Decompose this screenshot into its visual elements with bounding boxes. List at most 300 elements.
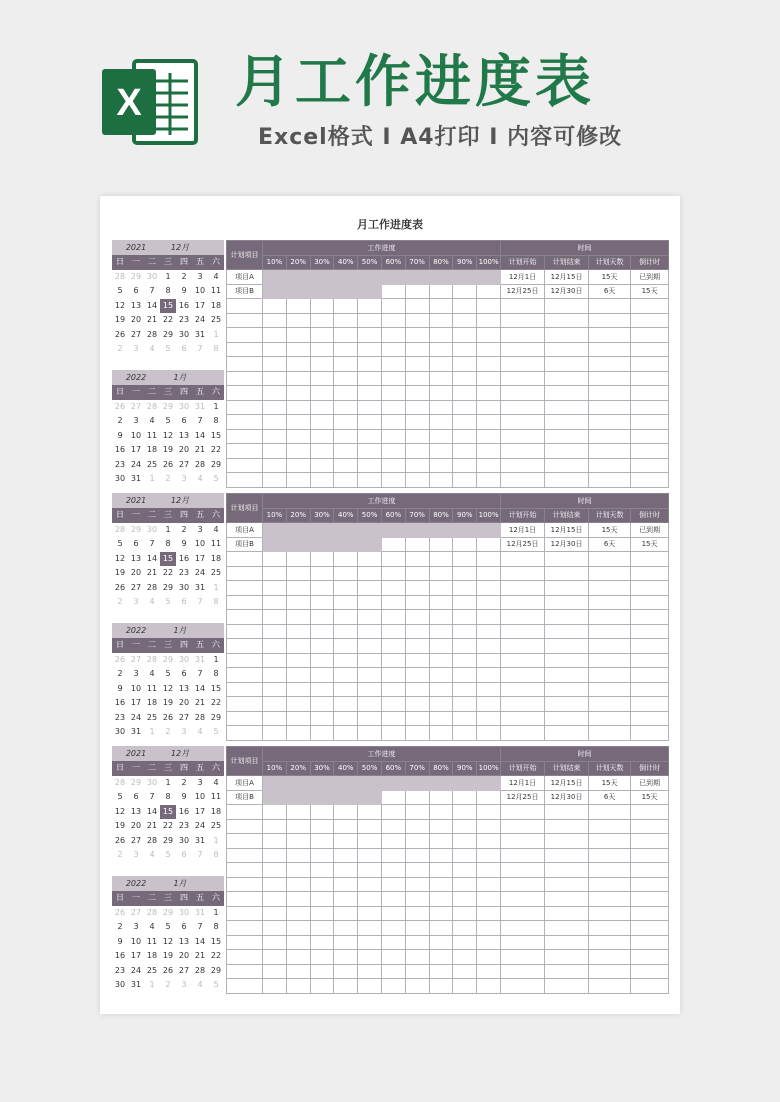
- calendar-day[interactable]: 5: [213, 474, 219, 483]
- calendar-day[interactable]: 30: [114, 474, 126, 483]
- empty-cell[interactable]: [358, 566, 382, 581]
- empty-cell[interactable]: [263, 892, 287, 907]
- empty-cell[interactable]: [477, 595, 501, 610]
- empty-cell[interactable]: [589, 697, 631, 712]
- calendar-day[interactable]: 4: [213, 271, 219, 281]
- empty-cell[interactable]: [334, 415, 358, 430]
- project-days[interactable]: 6天: [589, 284, 631, 299]
- empty-cell[interactable]: [405, 863, 429, 878]
- empty-cell[interactable]: [286, 668, 310, 683]
- empty-cell[interactable]: [358, 400, 382, 415]
- calendar-day[interactable]: 26: [114, 401, 126, 411]
- empty-cell[interactable]: [477, 313, 501, 328]
- empty-cell[interactable]: [263, 697, 287, 712]
- calendar-day[interactable]: 25: [210, 315, 222, 324]
- project-countdown[interactable]: 15天: [631, 537, 669, 552]
- calendar-day[interactable]: 3: [133, 597, 139, 606]
- empty-cell[interactable]: [631, 653, 669, 668]
- empty-cell[interactable]: [589, 805, 631, 820]
- empty-cell[interactable]: [310, 400, 334, 415]
- empty-cell[interactable]: [631, 610, 669, 625]
- calendar-day[interactable]: 23: [178, 821, 190, 830]
- empty-cell[interactable]: [501, 834, 545, 849]
- empty-cell[interactable]: [589, 979, 631, 994]
- calendar-day[interactable]: 9: [117, 430, 123, 440]
- empty-cell[interactable]: [545, 653, 589, 668]
- calendar-day[interactable]: 12: [162, 683, 174, 693]
- empty-cell[interactable]: [477, 566, 501, 581]
- calendar-day[interactable]: 30: [146, 524, 158, 534]
- calendar-day[interactable]: 13: [178, 683, 190, 693]
- empty-cell[interactable]: [381, 726, 405, 741]
- calendar-day[interactable]: 16: [178, 806, 190, 816]
- empty-cell[interactable]: [227, 458, 263, 473]
- progress-cell[interactable]: [334, 270, 358, 285]
- empty-cell[interactable]: [334, 921, 358, 936]
- empty-cell[interactable]: [477, 935, 501, 950]
- empty-cell[interactable]: [501, 682, 545, 697]
- empty-cell[interactable]: [429, 697, 453, 712]
- empty-cell[interactable]: [589, 610, 631, 625]
- empty-cell[interactable]: [286, 357, 310, 372]
- empty-cell[interactable]: [429, 371, 453, 386]
- calendar-day[interactable]: 3: [197, 777, 203, 787]
- progress-cell[interactable]: [358, 790, 382, 805]
- project-start[interactable]: 12月1日: [501, 270, 545, 285]
- empty-cell[interactable]: [263, 610, 287, 625]
- calendar-day[interactable]: 19: [162, 445, 174, 454]
- calendar-day[interactable]: 27: [130, 654, 142, 664]
- calendar-day[interactable]: 11: [210, 286, 222, 295]
- empty-cell[interactable]: [477, 668, 501, 683]
- calendar-day[interactable]: 26: [114, 907, 126, 917]
- empty-cell[interactable]: [310, 328, 334, 343]
- calendar-day[interactable]: 25: [210, 568, 222, 577]
- progress-cell[interactable]: [334, 537, 358, 552]
- progress-cell[interactable]: [358, 270, 382, 285]
- empty-cell[interactable]: [453, 371, 477, 386]
- calendar-day[interactable]: 24: [194, 568, 206, 577]
- empty-cell[interactable]: [453, 458, 477, 473]
- empty-cell[interactable]: [429, 342, 453, 357]
- calendar-day[interactable]: 22: [210, 698, 222, 707]
- empty-cell[interactable]: [589, 552, 631, 567]
- calendar-day[interactable]: 1: [165, 271, 171, 281]
- calendar-day[interactable]: 29: [162, 654, 174, 664]
- empty-cell[interactable]: [545, 552, 589, 567]
- calendar-day[interactable]: 17: [130, 951, 142, 960]
- empty-cell[interactable]: [477, 328, 501, 343]
- calendar-day[interactable]: 4: [149, 344, 155, 353]
- empty-cell[interactable]: [453, 726, 477, 741]
- calendar-day[interactable]: 3: [133, 344, 139, 353]
- empty-cell[interactable]: [545, 950, 589, 965]
- empty-cell[interactable]: [545, 964, 589, 979]
- empty-cell[interactable]: [227, 386, 263, 401]
- empty-cell[interactable]: [358, 357, 382, 372]
- progress-cell[interactable]: [405, 790, 429, 805]
- calendar-day[interactable]: 20: [130, 821, 142, 830]
- empty-cell[interactable]: [477, 357, 501, 372]
- empty-cell[interactable]: [405, 357, 429, 372]
- calendar-day[interactable]: 8: [165, 792, 171, 801]
- calendar-day[interactable]: 1: [165, 524, 171, 534]
- empty-cell[interactable]: [501, 863, 545, 878]
- calendar-day[interactable]: 28: [114, 524, 126, 534]
- empty-cell[interactable]: [227, 313, 263, 328]
- progress-cell[interactable]: [334, 284, 358, 299]
- empty-cell[interactable]: [405, 906, 429, 921]
- empty-cell[interactable]: [358, 892, 382, 907]
- calendar-day[interactable]: 24: [194, 315, 206, 324]
- empty-cell[interactable]: [334, 342, 358, 357]
- empty-cell[interactable]: [631, 400, 669, 415]
- empty-cell[interactable]: [405, 848, 429, 863]
- empty-cell[interactable]: [334, 877, 358, 892]
- empty-cell[interactable]: [631, 595, 669, 610]
- empty-cell[interactable]: [381, 935, 405, 950]
- progress-cell[interactable]: [286, 523, 310, 538]
- empty-cell[interactable]: [381, 566, 405, 581]
- empty-cell[interactable]: [631, 371, 669, 386]
- empty-cell[interactable]: [286, 950, 310, 965]
- empty-cell[interactable]: [477, 964, 501, 979]
- empty-cell[interactable]: [334, 357, 358, 372]
- calendar-day[interactable]: 28: [146, 401, 158, 411]
- calendar-day[interactable]: 6: [181, 850, 187, 859]
- calendar-day[interactable]: 2: [117, 344, 123, 353]
- empty-cell[interactable]: [263, 299, 287, 314]
- calendar-day[interactable]: 29: [162, 401, 174, 411]
- calendar-day[interactable]: 28: [146, 835, 158, 845]
- empty-cell[interactable]: [310, 429, 334, 444]
- empty-cell[interactable]: [477, 429, 501, 444]
- calendar-day[interactable]: 31: [130, 727, 142, 736]
- calendar-day[interactable]: 24: [130, 712, 142, 722]
- progress-cell[interactable]: [381, 776, 405, 791]
- empty-cell[interactable]: [310, 624, 334, 639]
- empty-cell[interactable]: [589, 371, 631, 386]
- empty-cell[interactable]: [477, 834, 501, 849]
- empty-cell[interactable]: [358, 906, 382, 921]
- empty-cell[interactable]: [545, 863, 589, 878]
- calendar-day[interactable]: 2: [181, 777, 187, 787]
- calendar-day[interactable]: 7: [197, 669, 203, 678]
- empty-cell[interactable]: [545, 848, 589, 863]
- calendar-day[interactable]: 6: [133, 539, 139, 548]
- empty-cell[interactable]: [227, 834, 263, 849]
- calendar-day[interactable]: 1: [213, 907, 219, 917]
- project-start[interactable]: 12月25日: [501, 790, 545, 805]
- progress-cell[interactable]: [358, 537, 382, 552]
- empty-cell[interactable]: [263, 357, 287, 372]
- calendar-day[interactable]: 28: [146, 654, 158, 664]
- empty-cell[interactable]: [227, 342, 263, 357]
- calendar-day[interactable]: 12: [114, 806, 126, 816]
- empty-cell[interactable]: [227, 950, 263, 965]
- empty-cell[interactable]: [310, 444, 334, 459]
- empty-cell[interactable]: [589, 429, 631, 444]
- empty-cell[interactable]: [631, 877, 669, 892]
- progress-cell[interactable]: [358, 523, 382, 538]
- empty-cell[interactable]: [334, 819, 358, 834]
- empty-cell[interactable]: [405, 415, 429, 430]
- empty-cell[interactable]: [453, 668, 477, 683]
- empty-cell[interactable]: [631, 668, 669, 683]
- empty-cell[interactable]: [358, 877, 382, 892]
- empty-cell[interactable]: [405, 400, 429, 415]
- calendar-day[interactable]: 26: [162, 712, 174, 722]
- empty-cell[interactable]: [227, 357, 263, 372]
- empty-cell[interactable]: [545, 581, 589, 596]
- calendar-day[interactable]: 1: [213, 401, 219, 411]
- project-name[interactable]: 项目B: [227, 790, 263, 805]
- calendar-day[interactable]: 1: [213, 582, 219, 592]
- calendar-day[interactable]: 2: [165, 474, 171, 483]
- empty-cell[interactable]: [429, 682, 453, 697]
- calendar-day[interactable]: 15: [160, 299, 176, 314]
- empty-cell[interactable]: [334, 610, 358, 625]
- empty-cell[interactable]: [429, 552, 453, 567]
- calendar-day[interactable]: 14: [146, 300, 158, 310]
- empty-cell[interactable]: [631, 848, 669, 863]
- empty-cell[interactable]: [405, 892, 429, 907]
- empty-cell[interactable]: [286, 624, 310, 639]
- progress-cell[interactable]: [429, 270, 453, 285]
- empty-cell[interactable]: [631, 357, 669, 372]
- progress-cell[interactable]: [263, 776, 287, 791]
- empty-cell[interactable]: [429, 964, 453, 979]
- empty-cell[interactable]: [227, 415, 263, 430]
- empty-cell[interactable]: [334, 834, 358, 849]
- empty-cell[interactable]: [631, 964, 669, 979]
- progress-cell[interactable]: [405, 523, 429, 538]
- empty-cell[interactable]: [405, 639, 429, 654]
- empty-cell[interactable]: [263, 624, 287, 639]
- empty-cell[interactable]: [453, 863, 477, 878]
- empty-cell[interactable]: [429, 668, 453, 683]
- empty-cell[interactable]: [227, 552, 263, 567]
- empty-cell[interactable]: [286, 429, 310, 444]
- calendar-day[interactable]: 6: [181, 669, 187, 678]
- calendar-day[interactable]: 24: [130, 459, 142, 469]
- empty-cell[interactable]: [381, 400, 405, 415]
- empty-cell[interactable]: [545, 639, 589, 654]
- calendar-day[interactable]: 14: [146, 553, 158, 563]
- empty-cell[interactable]: [358, 805, 382, 820]
- empty-cell[interactable]: [545, 805, 589, 820]
- empty-cell[interactable]: [545, 473, 589, 488]
- progress-cell[interactable]: [310, 284, 334, 299]
- empty-cell[interactable]: [334, 299, 358, 314]
- empty-cell[interactable]: [263, 805, 287, 820]
- empty-cell[interactable]: [227, 328, 263, 343]
- empty-cell[interactable]: [286, 935, 310, 950]
- empty-cell[interactable]: [631, 697, 669, 712]
- empty-cell[interactable]: [477, 444, 501, 459]
- empty-cell[interactable]: [589, 342, 631, 357]
- empty-cell[interactable]: [263, 313, 287, 328]
- empty-cell[interactable]: [227, 964, 263, 979]
- empty-cell[interactable]: [631, 581, 669, 596]
- empty-cell[interactable]: [405, 371, 429, 386]
- calendar-day[interactable]: 31: [194, 329, 206, 339]
- project-countdown[interactable]: 已到期: [631, 523, 669, 538]
- empty-cell[interactable]: [310, 313, 334, 328]
- empty-cell[interactable]: [589, 595, 631, 610]
- calendar-day[interactable]: 1: [213, 654, 219, 664]
- empty-cell[interactable]: [477, 624, 501, 639]
- calendar-day[interactable]: 14: [194, 683, 206, 693]
- project-end[interactable]: 12月15日: [545, 270, 589, 285]
- calendar-day[interactable]: 8: [165, 539, 171, 548]
- empty-cell[interactable]: [453, 473, 477, 488]
- project-start[interactable]: 12月1日: [501, 776, 545, 791]
- calendar-day[interactable]: 24: [130, 965, 142, 975]
- empty-cell[interactable]: [310, 371, 334, 386]
- calendar-day[interactable]: 19: [162, 698, 174, 707]
- empty-cell[interactable]: [501, 668, 545, 683]
- progress-cell[interactable]: [453, 776, 477, 791]
- calendar-day[interactable]: 30: [114, 727, 126, 736]
- empty-cell[interactable]: [545, 595, 589, 610]
- empty-cell[interactable]: [429, 921, 453, 936]
- progress-cell[interactable]: [286, 790, 310, 805]
- calendar-day[interactable]: 1: [165, 777, 171, 787]
- empty-cell[interactable]: [405, 386, 429, 401]
- empty-cell[interactable]: [381, 921, 405, 936]
- project-days[interactable]: 15天: [589, 776, 631, 791]
- empty-cell[interactable]: [263, 552, 287, 567]
- empty-cell[interactable]: [501, 357, 545, 372]
- empty-cell[interactable]: [501, 566, 545, 581]
- calendar-day[interactable]: 30: [178, 907, 190, 917]
- calendar-day[interactable]: 31: [194, 401, 206, 411]
- calendar-day[interactable]: 5: [213, 980, 219, 989]
- project-days[interactable]: 6天: [589, 790, 631, 805]
- empty-cell[interactable]: [501, 444, 545, 459]
- empty-cell[interactable]: [334, 848, 358, 863]
- calendar-day[interactable]: 2: [165, 727, 171, 736]
- empty-cell[interactable]: [545, 834, 589, 849]
- empty-cell[interactable]: [358, 819, 382, 834]
- calendar-day[interactable]: 26: [114, 654, 126, 664]
- empty-cell[interactable]: [227, 566, 263, 581]
- progress-cell[interactable]: [453, 790, 477, 805]
- calendar-day[interactable]: 27: [130, 329, 142, 339]
- calendar-day[interactable]: 12: [114, 300, 126, 310]
- empty-cell[interactable]: [477, 342, 501, 357]
- empty-cell[interactable]: [286, 639, 310, 654]
- calendar-day[interactable]: 10: [194, 792, 206, 801]
- calendar-day[interactable]: 30: [178, 401, 190, 411]
- empty-cell[interactable]: [545, 892, 589, 907]
- empty-cell[interactable]: [263, 668, 287, 683]
- progress-cell[interactable]: [477, 776, 501, 791]
- empty-cell[interactable]: [263, 444, 287, 459]
- empty-cell[interactable]: [286, 892, 310, 907]
- empty-cell[interactable]: [477, 848, 501, 863]
- progress-cell[interactable]: [429, 523, 453, 538]
- empty-cell[interactable]: [381, 964, 405, 979]
- progress-cell[interactable]: [381, 790, 405, 805]
- empty-cell[interactable]: [631, 726, 669, 741]
- empty-cell[interactable]: [227, 877, 263, 892]
- calendar-day[interactable]: 3: [181, 727, 187, 736]
- empty-cell[interactable]: [381, 357, 405, 372]
- progress-cell[interactable]: [381, 270, 405, 285]
- calendar-day[interactable]: 3: [133, 669, 139, 678]
- progress-cell[interactable]: [429, 284, 453, 299]
- empty-cell[interactable]: [631, 342, 669, 357]
- calendar-day[interactable]: 15: [160, 552, 176, 567]
- empty-cell[interactable]: [477, 400, 501, 415]
- empty-cell[interactable]: [334, 473, 358, 488]
- calendar-day[interactable]: 28: [146, 329, 158, 339]
- empty-cell[interactable]: [286, 610, 310, 625]
- empty-cell[interactable]: [501, 877, 545, 892]
- calendar-day[interactable]: 13: [178, 936, 190, 946]
- empty-cell[interactable]: [545, 444, 589, 459]
- empty-cell[interactable]: [589, 313, 631, 328]
- project-end[interactable]: 12月30日: [545, 284, 589, 299]
- empty-cell[interactable]: [358, 668, 382, 683]
- empty-cell[interactable]: [310, 566, 334, 581]
- empty-cell[interactable]: [589, 877, 631, 892]
- calendar-day[interactable]: 4: [197, 980, 203, 989]
- calendar-day[interactable]: 1: [149, 474, 155, 483]
- empty-cell[interactable]: [453, 819, 477, 834]
- empty-cell[interactable]: [227, 935, 263, 950]
- empty-cell[interactable]: [381, 668, 405, 683]
- progress-cell[interactable]: [286, 270, 310, 285]
- empty-cell[interactable]: [263, 726, 287, 741]
- empty-cell[interactable]: [334, 581, 358, 596]
- empty-cell[interactable]: [381, 473, 405, 488]
- empty-cell[interactable]: [631, 444, 669, 459]
- progress-cell[interactable]: [263, 270, 287, 285]
- project-start[interactable]: 12月25日: [501, 537, 545, 552]
- empty-cell[interactable]: [310, 639, 334, 654]
- empty-cell[interactable]: [589, 458, 631, 473]
- empty-cell[interactable]: [358, 711, 382, 726]
- empty-cell[interactable]: [227, 906, 263, 921]
- empty-cell[interactable]: [453, 834, 477, 849]
- empty-cell[interactable]: [286, 964, 310, 979]
- empty-cell[interactable]: [405, 697, 429, 712]
- calendar-day[interactable]: 9: [117, 936, 123, 946]
- empty-cell[interactable]: [429, 877, 453, 892]
- empty-cell[interactable]: [286, 653, 310, 668]
- empty-cell[interactable]: [545, 921, 589, 936]
- progress-cell[interactable]: [381, 537, 405, 552]
- empty-cell[interactable]: [334, 429, 358, 444]
- calendar-day[interactable]: 19: [114, 821, 126, 830]
- calendar-day[interactable]: 11: [146, 430, 158, 440]
- calendar-day[interactable]: 8: [213, 416, 219, 425]
- calendar-day[interactable]: 18: [146, 698, 158, 707]
- empty-cell[interactable]: [381, 610, 405, 625]
- empty-cell[interactable]: [429, 624, 453, 639]
- empty-cell[interactable]: [631, 892, 669, 907]
- empty-cell[interactable]: [477, 819, 501, 834]
- progress-cell[interactable]: [477, 284, 501, 299]
- calendar-day[interactable]: 10: [130, 683, 142, 693]
- progress-cell[interactable]: [358, 776, 382, 791]
- empty-cell[interactable]: [501, 921, 545, 936]
- empty-cell[interactable]: [631, 458, 669, 473]
- empty-cell[interactable]: [310, 552, 334, 567]
